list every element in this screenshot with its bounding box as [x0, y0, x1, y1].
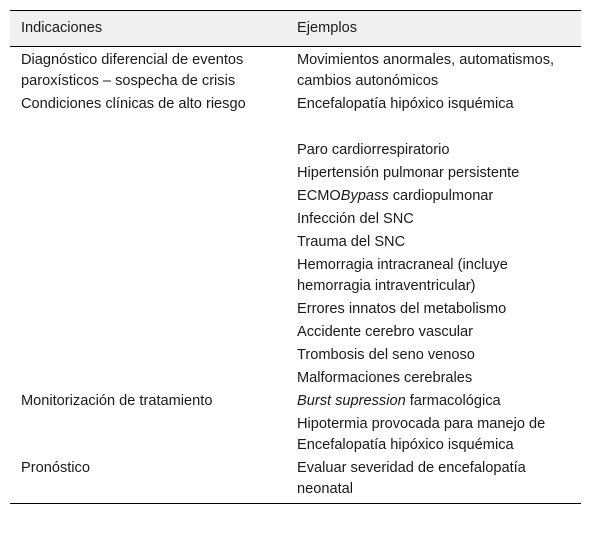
example-cell: Errores innatos del metabolismo	[297, 301, 507, 317]
table-row	[10, 185, 581, 208]
example-cell: Infección del SNC	[297, 211, 414, 227]
table-row	[10, 231, 581, 254]
table-row	[10, 413, 581, 457]
table-row	[10, 457, 581, 504]
indication-cell: Pronóstico	[10, 457, 286, 504]
indications-table	[10, 10, 581, 504]
table-header-row	[10, 11, 581, 47]
table-row	[10, 344, 581, 367]
example-cell: Hipertensión pulmonar persistente	[297, 165, 520, 181]
example-cell: Trauma del SNC	[297, 234, 406, 250]
table-row-spacer	[10, 116, 581, 139]
table-row	[10, 367, 581, 390]
table-row	[10, 321, 581, 344]
indication-cell: Condiciones clínicas de alto riesgo	[21, 96, 246, 112]
burst-italic-text: Burst supression	[297, 393, 406, 409]
example-cell: Hemorragia intracraneal (incluye hemorragia intraventricular)	[297, 257, 508, 294]
example-cell: Hipotermia provocada para manejo de Encefalopatía hipóxico isquémica	[297, 416, 546, 453]
example-cell: Accidente cerebro vascular	[297, 324, 474, 340]
indication-cell: Diagnóstico diferencial de eventos paroxísticos – sospecha de crisis	[21, 52, 244, 89]
example-cell-burst	[286, 390, 581, 413]
ecmo-text: ECMO	[297, 188, 341, 204]
example-cell: Movimientos anormales, automatismos, cambios autonómicos	[297, 52, 555, 89]
example-cell-ecmo	[286, 185, 581, 208]
header-indications: Indicaciones	[10, 11, 286, 47]
example-cell: Malformaciones cerebrales	[297, 370, 473, 386]
table-row	[10, 93, 581, 116]
table-row	[10, 162, 581, 185]
example-cell: Paro cardiorrespiratorio	[297, 142, 450, 158]
table-row	[10, 139, 581, 162]
table-row	[10, 208, 581, 231]
example-cell: Encefalopatía hipóxico isquémica	[297, 96, 514, 112]
ecmo-italic-text: Bypass	[340, 188, 389, 204]
indication-cell: Monitorización de tratamiento	[21, 393, 213, 409]
example-cell: Trombosis del seno venoso	[297, 347, 475, 363]
table-row	[10, 390, 581, 413]
table-row	[10, 298, 581, 321]
indications-table-container	[10, 10, 581, 504]
table-row	[10, 254, 581, 298]
header-examples: Ejemplos	[286, 11, 581, 47]
burst-suffix-text: farmacológica	[405, 393, 501, 409]
ecmo-suffix-text: cardiopulmonar	[388, 188, 494, 204]
table-row	[10, 47, 581, 94]
example-cell: Evaluar severidad de encefalopatía neonatal	[286, 457, 581, 504]
